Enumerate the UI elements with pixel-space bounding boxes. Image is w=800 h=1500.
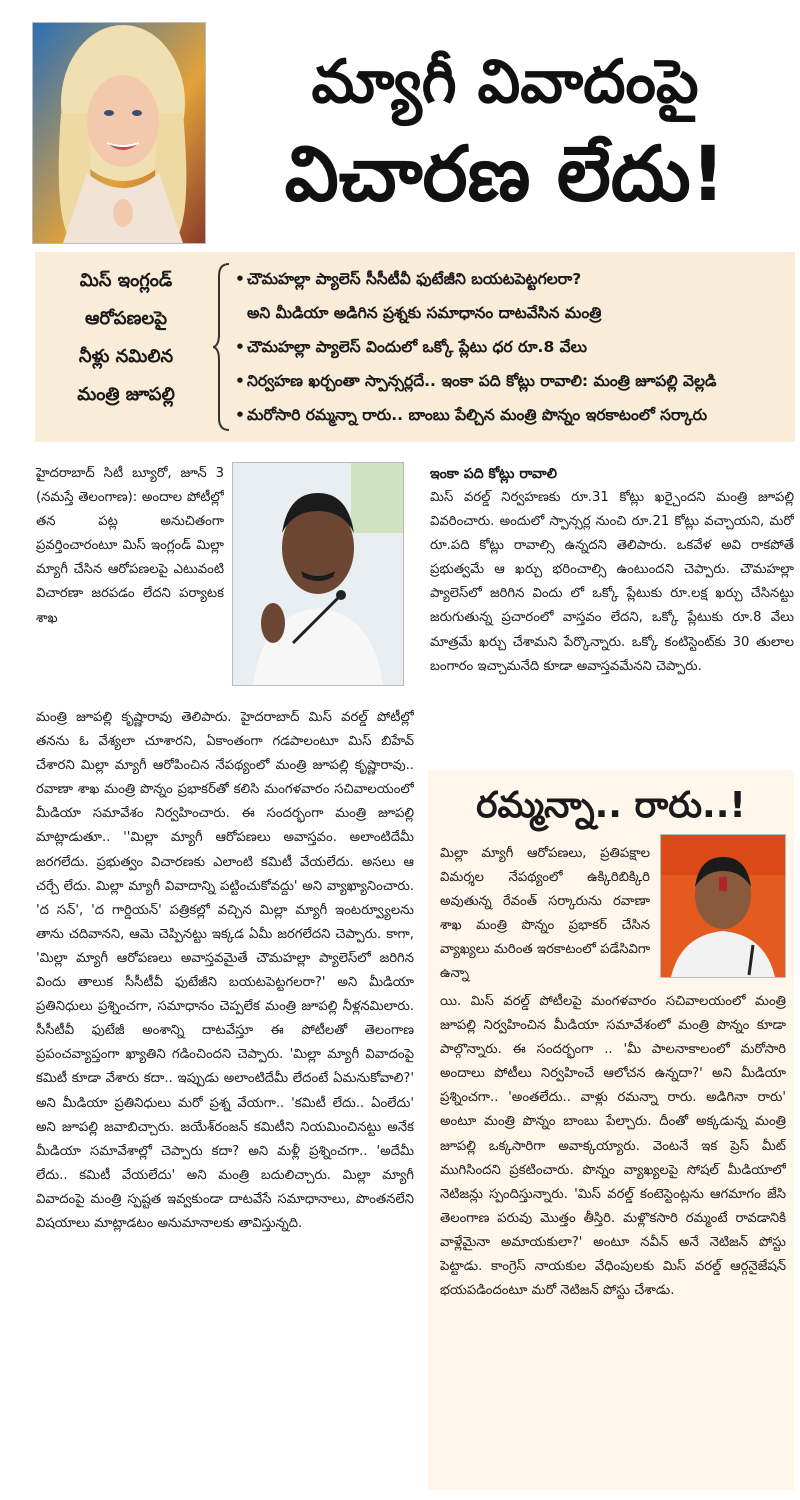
bullet-item: అని మీడియా అడిగిన ప్రశ్నకు సమాధానం దాటవేసిన మంత్రి [247,304,602,322]
bullet-dot: • [235,406,245,424]
bullet-dot: • [235,338,245,356]
tagline-line: మంత్రి జూపల్లి [77,384,175,405]
minister-ponnam-photo [660,834,786,978]
funds-section [430,462,794,762]
summary-bullets [235,262,790,432]
tagline-line: ఆరోపణలపై [84,308,168,329]
sidebox-title: రమ్మన్నా.. రారు..! [476,785,746,826]
bullet-item: • చౌమహల్లా ప్యాలెస్ విందులో ఒక్కో ప్లేటు ధర రూ.8 వేలు [235,330,790,364]
headline-line-2: విచారణ లేదు! [284,129,726,218]
bullet-dot: • [235,372,245,390]
headline-line-1: మ్యాగీ వివాదంపై [311,47,699,117]
bullet-dot: • [235,270,245,288]
tagline-line: మిస్ ఇంగ్లండ్ [79,270,173,291]
headline [220,40,790,224]
summary-box [35,252,795,442]
brace-divider [213,262,233,432]
bullet-item: • చౌమహల్లా ప్యాలెస్ సీసీటీవీ ఫుటేజీని బయటపెట్టగలరా? [235,262,790,296]
summary-tagline [45,262,207,414]
tagline-line: నీళ్లు నమిలిన [78,346,174,367]
sidebox-intro: మిల్లా మ్యాగీ ఆరోపణలు, ప్రతిపక్షాల విమర్శల నేపథ్యంలో ఉక్కిరిబిక్కిరి అవుతున్న రేవంత్ సర్కారును రవాణా శాఖ మంత్రి పొన్నం ప్రభాకర్ చేసిన వ్యాఖ్యలు మరింత ఇరకాటంలో పడేసివిగా ఉన్నా [440,846,650,982]
bullet-item: • నిర్వహణ ఖర్చంతా స్పాన్సర్లదే.. ఇంకా పది కోట్లు రావాలి: మంత్రి జూపల్లి వెల్లడి [235,364,790,398]
miss-england-photo [32,22,206,244]
minister-jupally-photo [232,462,404,686]
sidebox-ponnam [428,770,794,1490]
funds-text: మిస్ వరల్డ్ నిర్వహణకు రూ.31 కోట్లు ఖర్చైందని మంత్రి జూపల్లి వివరించారు. అందులో స్పాన్సర్ల నుంచి రూ.21 కోట్లు వచ్చాయని, మరో రూ.పది కోట్లు రావాల్సి ఉన్నదని తెలిపారు. ఒకవేళ అవి రాకపోతే ప్రభుత్వమే ఆ ఖర్చు భరించాల్సి ఉంటుందని చెప్పారు. చౌమహల్లా ప్యాలెస్‌లో జరిగిన విందు లో ఒక్కో ప్లేటుకు రూ.లక్ష ఖర్చు చేసినట్టు జరుగుతున్న ప్రచారంలో వాస్తవం లేదని, ఒక్కో ప్లేటుకు రూ.8 వేలు మాత్రమే ఖర్చు చేశామని పేర్కొన్నారు. ఒక్కో కంటిస్టెంట్‌కు 30 తులాల బంగారం ఇచ్చామనేది కూడా అవాస్తవమేనని చెప్పారు. [430,490,794,674]
bullet-item: • మరోసారి రమ్మన్నా రారు.. బాంబు పేల్చిన మంత్రి పొన్నం ఇరకాటంలో సర్కారు [235,398,790,432]
funds-subhead: ఇంకా పది కోట్లు రావాలి [430,466,557,482]
article-intro: హైదరాబాద్ సిటీ బ్యూరో, జూన్ 3 (నమస్తే తెలంగాణ): అందాల పోటీల్లో తన పట్ల అనుచితంగా ప్రవర్తించారంటూ మిస్ ఇంగ్లండ్ మిల్లా మ్యాగీ చేసిన ఆరోపణలపై ఎటువంటి విచారణా జరపడం లేదని పర్యాటక శాఖ [36,466,224,626]
article-body: మంత్రి జూపల్లి కృష్ణారావు తెలిపారు. హైదరాబాద్ మిస్ వరల్డ్ పోటీల్లో తనను ఓ వేశ్యలా చూశారని, ఏకాంతంగా గడపాలంటూ మిస్ బిహేవ్ చేశారని మిల్లా మ్యాగీ ఆరోపించిన నేపథ్యంలో మంత్రి జూపల్లి కృష్ణారావు.. రవాణా శాఖ మంత్రి పొన్నం ప్రభాకర్‌తో కలిసి మంగళవారం సచివాలయంలో మీడియా సమావేశం నిర్వహించారు. ఈ సందర్భంగా మంత్రి జూపల్లి మాట్లాడుతూ.. ''మిల్లా మ్యాగీ ఆరోపణలు అవాస్తవం. అలాంటిదేమీ జరగలేదు. ప్రభుత్వం విచారణకు ఎలాంటి కమిటీ వేయలేదు. అసలు ఆ చర్చే లేదు. మిల్లా మ్యాగీ వివాదాన్ని పట్టించుకోవద్దు' అని వ్యాఖ్యానించారు. 'ద సన్', 'ద గార్డియన్' పత్రికల్లో వచ్చిన మిల్లా మ్యాగీ ఇంటర్వ్యూలను తాను చదివానని, ఆమె చెప్పినట్టు ఇక్కడ ఏమీ జరగలేదని చెప్పారు. కాగా, 'మిల్లా మ్యాగీ ఆరోపణలు అవాస్తవమైతే చౌమహల్లా ప్యాలెస్‌లో జరిగిన విందు తాలుక సీసీటీవీ ఫుటేజీని బయటపెట్టగలరా?' అని మీడియా ప్రతినిధులు ప్రశ్నించగా, సమాధానం చెప్పలేక మంత్రి జూపల్లి నీళ్లనమిలారు. సీసీటీవీ ఫుటేజీ అంశాన్ని దాటవేస్తూ ఈ పోటీలతో తెలంగాణ ప్రపంచవ్యాప్తంగా ఖ్యాతిని గడించిందని చెప్పారు. 'మిల్లా మ్యాగీ వివాదంపై కమిటీ కూడా వేశారు కదా.. ఇప్పుడు అలాంటిదేమీ లేదంటే ఏమనుకోవాలి?' అని మీడియా ప్రతినిధులు మరో ప్రశ్న వేయగా.. 'కమిటీ లేదు.. ఏంలేదు' అని జూపల్లి జవాబిచ్చారు. జయేశ్‌రంజన్ కమిటీని నియమించినట్టు అనేక మీడియా సమావేశాల్లో చెప్పారు కదా? అని మళ్లీ ప్రశ్నించగా.. 'అదేమీ లేదు.. కమిటీ వేయలేదు' అని మంత్రి బదులిచ్చారు. మిల్లా మ్యాగీ వివాదంపై మంత్రి స్పష్టత ఇవ్వకుండా దాటవేసే సమాధానాలు, పొంతనలేని విషయాలు మాట్లాడటం అనుమానాలకు తావిస్తున్నది. [36,710,414,1231]
sidebox-body: యి. మిస్ వరల్డ్ పోటీలపై మంగళవారం సచివాలయంలో మంత్రి జూపల్లి నిర్వహించిన మీడియా సమావేశంలో మంత్రి పొన్నం కూడా పాల్గొన్నారు. ఈ సందర్భంగా .. 'మీ పాలనాకాలంలో మరోసారి అందాలు పోటీలు నిర్వహించే ఆలోచన ఉన్నదా?' అని మీడియా ప్రశ్నించగా.. 'అంతలేదు.. వాళ్లు రమన్నా రారు. అడిగినా రారు' అంటూ మంత్రి పొన్నం బాంబు పేల్చారు. దీంతో అక్కడున్న మంత్రి జూపల్లి ఒక్కసారిగా అవాక్కయ్యారు. వెంటనే ఇక ప్రెస్ మీట్ ముగిసిందని ప్రకటించారు. పొన్నం వ్యాఖ్యలపై సోషల్ మీడియాలో నెటిజన్లు స్పందిస్తున్నారు. 'మిస్ వరల్డ్ కంటెస్టెంట్లను ఆగమాగం జేసి తెలంగాణ పరువు మొత్తం తీస్తిరి. మళ్లొకసారి రమ్మంటే రావడానికి వాళ్లేమైనా అమాయకులా?' అంటూ నవీన్ అనే నెటిజన్ పోస్టు పెట్టాడు. కాంగ్రెస్ నాయకుల వేధింపులకు మిస్ వరల్డ్ ఆర్గనైజేషన్ భయపడిందంటూ మరో నెటిజన్ పోస్టు చేశాడు. [440,994,786,1299]
